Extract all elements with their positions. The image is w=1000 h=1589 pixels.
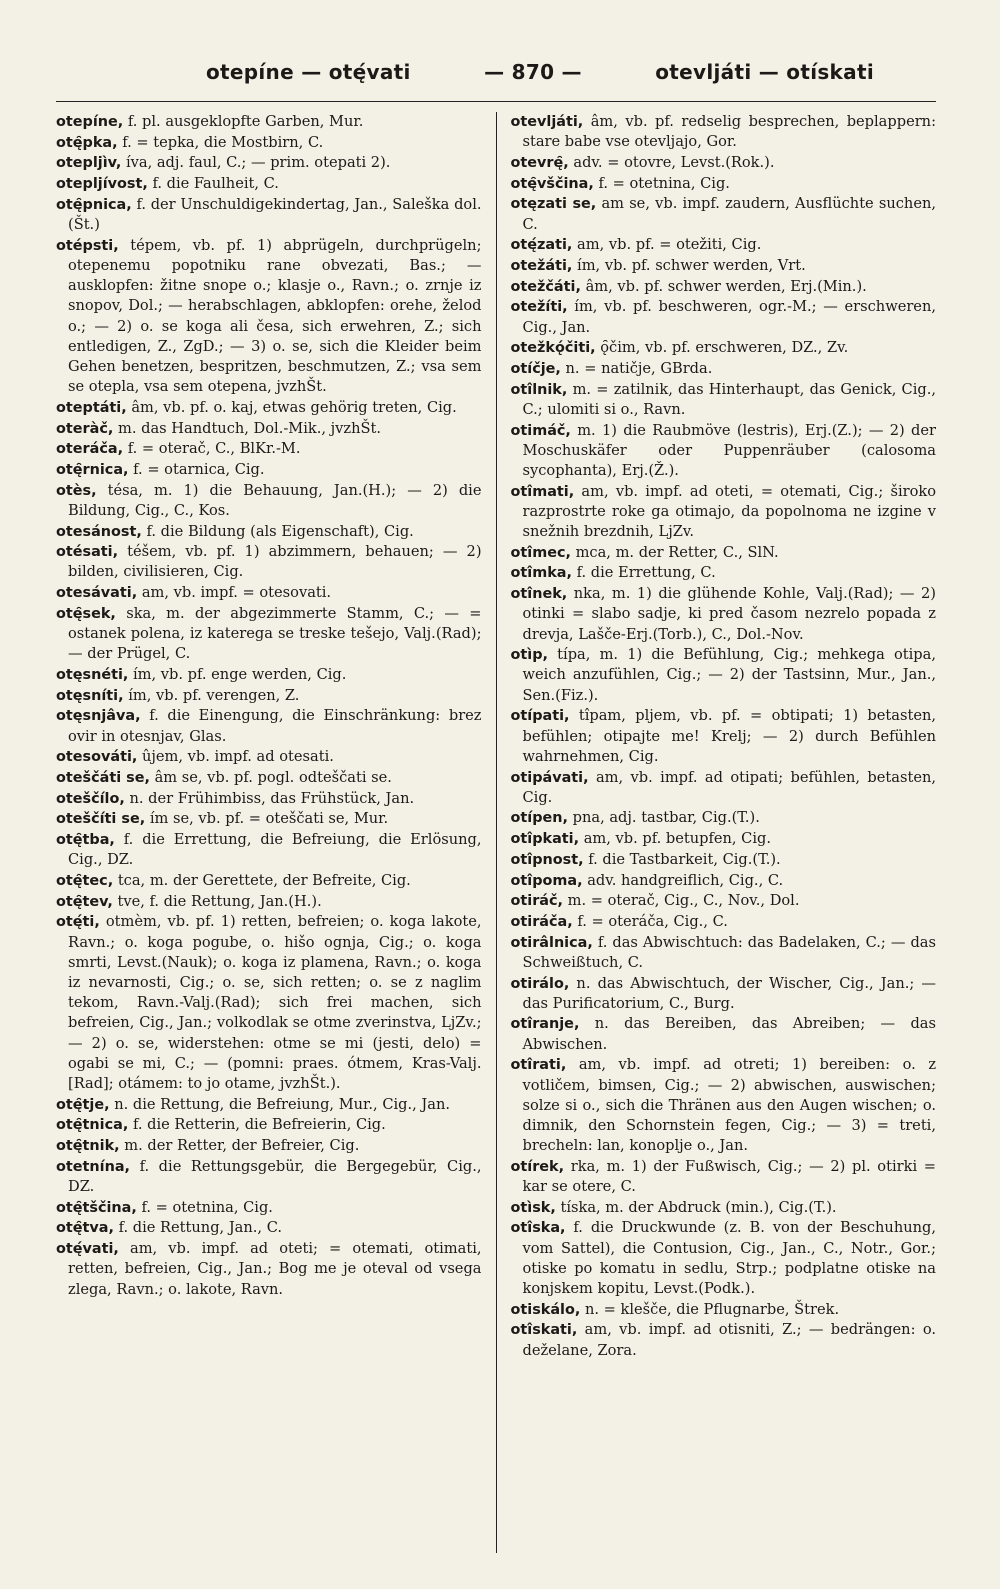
entry-definition: tca, m. der Gerettete, der Befreite, Cig. — [117, 872, 411, 890]
entry-headword: otesávati, — [56, 585, 138, 602]
left-column — [56, 112, 496, 1553]
entry-headword: otę̑tec, — [56, 873, 114, 890]
entry-definition: ím, vb. pf. enge werden, Cig. — [133, 665, 347, 683]
entry-definition: am, vb. impf. ad otreti; 1) bereiben: o. z votličem, bimsen, Cig.; — 2) abwischen, auswischen; solze si o., sich die Thränen aus den Augen wischen; o. dimnik, den Schornstein fegen, Cig.; — 3) = treti, brecheln: lan, konoplje o., Jan. — [522, 1056, 936, 1155]
entry-definition: ím se, vb. pf. = oteščati se, Mur. — [149, 810, 389, 828]
entry-headword: otežíti, — [510, 299, 568, 316]
entry-definition: f. die Einengung, die Einschränkung: brez ovir in otesnjav, Glas. — [68, 707, 482, 745]
entry-headword: otépsti, — [56, 237, 119, 254]
entry-headword: otîskati, — [510, 1322, 578, 1339]
dictionary-entry — [56, 153, 482, 173]
dictionary-entry — [511, 380, 937, 420]
dictionary-entry — [511, 1014, 937, 1054]
dictionary-entry — [511, 584, 937, 645]
dictionary-entry — [511, 891, 937, 911]
dictionary-entry — [56, 1095, 482, 1115]
entry-headword: otìp, — [510, 647, 548, 664]
dictionary-entry — [56, 460, 482, 480]
entry-definition: adv. handgreiflich, Cig., C. — [587, 871, 784, 889]
dictionary-entry — [56, 112, 482, 132]
entry-definition: am, vb. impf. ad oteti; = otemati, otimati, retten, befreien, Cig., Jan.; Bog me je oteval od vsega zlega, Ravn.; o. lakote, Ravn. — [68, 1240, 482, 1298]
entry-headword: otę́vati, — [56, 1241, 119, 1258]
dictionary-entry — [511, 645, 937, 706]
entry-definition: f. die Rettungsgebür, die Bergegebür, Cig., DZ. — [68, 1157, 482, 1196]
entry-definition: tîpam, pljem, vb. pf. = obtipati; 1) betasten, befühlen; otipajte me! Krelj; — 2) durch Befühlen wahrnehmen, Cig. — [522, 707, 936, 765]
entry-definition: f. = otarnica, Cig. — [133, 460, 265, 478]
dictionary-entry — [56, 1136, 482, 1156]
entry-headword: otepíne, — [56, 114, 124, 130]
dictionary-entry — [56, 1115, 482, 1135]
entry-headword: otîmka, — [510, 565, 572, 582]
entry-definition: f. die Errettung, die Befreiung, die Erlösung, Cig., DZ. — [68, 831, 482, 869]
dictionary-entry — [511, 543, 937, 563]
entry-headword: otîlnik, — [510, 381, 568, 398]
entry-definition: f. die Faulheit, C. — [152, 175, 279, 193]
entry-definition: âm, vb. pf. o. kaj, etwas gehörig treten, Cig. — [131, 398, 457, 416]
entry-headword: otepljìv, — [56, 155, 122, 172]
entry-headword: otę̑rnica, — [56, 461, 129, 478]
entry-headword: otęsnéti, — [56, 666, 129, 683]
entry-definition: rka, m. 1) der Fußwisch, Cig.; — 2) pl. otirki = kar se otere, C. — [522, 1157, 936, 1196]
dictionary-entry — [511, 871, 937, 891]
entry-definition: f. pl. ausgeklopfte Garben, Mur. — [127, 113, 364, 130]
entry-definition: tve, f. die Rettung, Jan.(H.). — [117, 892, 322, 910]
entry-headword: otípen, — [510, 810, 568, 827]
entry-definition: âm, vb. pf. schwer werden, Erj.(Min.). — [585, 277, 867, 295]
entry-definition: f. = otetnina, Cig. — [598, 174, 730, 192]
entry-headword: otìsk, — [510, 1199, 556, 1216]
dictionary-entry — [511, 850, 937, 870]
entry-definition: f. die Bildung (als Eigenschaft), Cig. — [146, 522, 414, 540]
entry-headword: otíčje, — [510, 360, 561, 377]
entry-definition: am, vb. impf. = otesovati. — [141, 584, 332, 602]
entry-definition: típa, m. 1) die Befühlung, Cig.; mehkega otipa, weich anzufühlen, Cig.; — 2) der Tastsinn, Mur., Jan., Sen.(Fiz.). — [522, 646, 936, 704]
entry-headword: otirâlnica, — [510, 934, 593, 951]
entry-headword: otę́ti, — [56, 914, 100, 931]
entry-definition: f. die Tastbarkeit, Cig.(T.). — [588, 850, 781, 868]
entry-definition: m. 1) die Raubmöve (lestris), Erj.(Z.); — 2) der Moschuskäfer oder Puppenräuber (calosoma sycophanta), Erj.(Ž.). — [522, 421, 936, 479]
entry-definition: n. = natičje, GBrda. — [565, 359, 713, 377]
entry-definition: am, vb. pf. = otežiti, Cig. — [577, 236, 762, 254]
dictionary-entry — [56, 1218, 482, 1238]
entry-headword: otę̑tba, — [56, 832, 115, 849]
dictionary-entry — [56, 1157, 482, 1197]
entry-headword: otès, — [56, 482, 97, 499]
entry-headword: otę́zati, — [510, 237, 573, 254]
entry-definition: m. das Handtuch, Dol.-Mik., jvzhŠt. — [117, 419, 382, 437]
entry-definition: f. = otetnina, Cig. — [141, 1198, 273, 1216]
dictionary-entry — [56, 768, 482, 788]
entry-headword: oteščáti se, — [56, 770, 150, 786]
entry-definition: mca, m. der Retter, C., SlN. — [575, 543, 779, 561]
entry-definition: am, vb. impf. ad otipati; befühlen, betasten, Cig. — [522, 768, 936, 806]
entry-headword: otiskálo, — [510, 1301, 581, 1318]
entry-definition: n. der Frühimbiss, das Frühstück, Jan. — [129, 789, 415, 807]
dictionary-entry — [56, 686, 482, 706]
dictionary-entry — [56, 789, 482, 809]
header-rule — [56, 101, 936, 102]
entry-headword: otîska, — [510, 1220, 566, 1237]
text-columns — [56, 112, 936, 1553]
entry-definition: ím, vb. pf. beschweren, ogr.-M.; — erschweren, Cig., Jan. — [522, 298, 936, 336]
entry-headword: otimáč, — [510, 422, 571, 439]
dictionary-entry — [56, 1239, 482, 1300]
dictionary-entry — [511, 482, 937, 543]
dictionary-entry — [511, 174, 937, 194]
dictionary-entry — [511, 933, 937, 973]
dictionary-entry — [511, 256, 937, 276]
dictionary-entry — [511, 1055, 937, 1156]
dictionary-entry — [56, 583, 482, 603]
entry-headword: otîpkati, — [510, 831, 580, 848]
dictionary-entry — [511, 974, 937, 1014]
entry-definition: ím, vb. pf. schwer werden, Vrt. — [577, 256, 806, 274]
dictionary-entry — [511, 1157, 937, 1197]
entry-definition: f. = oterač, C., BlKr.-M. — [127, 440, 301, 458]
entry-headword: otę̑tje, — [56, 1096, 110, 1113]
dictionary-entry — [511, 194, 937, 234]
dictionary-entry — [56, 809, 482, 829]
entry-headword: otežáti, — [510, 257, 573, 274]
entry-headword: otiráč, — [510, 893, 564, 910]
entry-headword: otęzati se, — [510, 196, 597, 213]
entry-definition: tépem, vb. pf. 1) abprügeln, durchprügeln; otepenemu popotniku rane obvezati, Bas.; — ausklopfen: žitne snope o.; klasje o., Ravn.; o. zrnje iz snopov, Dol.; — herabschlagen, abklopfen: orehe, želod o.; — 2) o. se koga ali česa, sich erwehren, Z.; sich entledigen, Z., ZgD.; — 3) o. se, sich die Kleider beim Gehen benetzen, bespritzen, beschmutzen, Z.; vsa sem se otepla, vsa sem otepena, jvzhŠt. — [68, 236, 482, 396]
entry-headword: otîpoma, — [510, 872, 583, 889]
dictionary-entry — [56, 892, 482, 912]
entry-definition: f. das Abwischtuch: das Badelaken, C.; — das Schweißtuch, C. — [522, 933, 936, 971]
dictionary-entry — [56, 195, 482, 235]
right-column — [497, 112, 937, 1553]
entry-definition: íva, adj. faul, C.; — prim. otepati 2). — [125, 154, 391, 172]
entry-definition: f. = oteráča, Cig., C. — [577, 912, 728, 930]
dictionary-entry — [511, 1300, 937, 1320]
entry-headword: otiráča, — [510, 913, 573, 930]
dictionary-entry — [511, 912, 937, 932]
dictionary-entry — [56, 747, 482, 767]
entry-definition: am, vb. pf. betupfen, Cig. — [583, 830, 771, 848]
dictionary-entry — [56, 871, 482, 891]
entry-headword: otírek, — [510, 1158, 565, 1175]
entry-definition: am se, vb. impf. zaudern, Ausflüchte suchen, C. — [522, 195, 936, 233]
entry-definition: âm se, vb. pf. pogl. odteščati se. — [154, 769, 392, 786]
entry-definition: adv. = otovre, Levst.(Rok.). — [573, 153, 775, 171]
dictionary-entry — [511, 421, 937, 482]
entry-headword: otetnína, — [56, 1158, 131, 1175]
entry-headword: otevrę̑, — [510, 154, 569, 171]
entry-headword: otîmec, — [510, 544, 571, 561]
entry-headword: oteščíti se, — [56, 811, 146, 828]
entry-headword: otîranje, — [510, 1016, 580, 1033]
entry-headword: otę̑tev, — [56, 893, 113, 910]
dictionary-entry — [511, 1198, 937, 1218]
entry-definition: f. die Errettung, C. — [576, 564, 716, 582]
entry-headword: otę̑tva, — [56, 1220, 114, 1237]
entry-definition: ǫ̑čim, vb. pf. erschweren, DZ., Zv. — [600, 339, 849, 357]
entry-headword: otę̑tnica, — [56, 1117, 129, 1134]
dictionary-entry — [511, 297, 937, 337]
entry-definition: f. die Rettung, Jan., C. — [118, 1219, 282, 1237]
entry-definition: am, vb. impf. ad otisniti, Z.; — bedrängen: o. deželane, Zora. — [522, 1321, 936, 1359]
entry-headword: otę̑pnica, — [56, 196, 132, 213]
dictionary-entry — [511, 277, 937, 297]
dictionary-entry — [511, 1320, 937, 1360]
header-right-guideword: otevljáti — otískati — [655, 60, 874, 84]
entry-definition: m. der Retter, der Befreier, Cig. — [124, 1137, 360, 1155]
entry-headword: otipávati, — [510, 769, 589, 786]
dictionary-entry — [56, 398, 482, 418]
dictionary-entry — [56, 522, 482, 542]
entry-headword: otežčáti, — [510, 278, 581, 295]
dictionary-entry — [56, 706, 482, 746]
entry-headword: oteráča, — [56, 441, 124, 458]
dictionary-entry — [511, 706, 937, 767]
dictionary-entry — [56, 236, 482, 398]
page-number: — 870 — — [484, 60, 582, 84]
entry-headword: oteščílo, — [56, 790, 125, 807]
entry-definition: f. der Unschuldigekindertag, Jan., Saleška dol.(Št.) — [68, 195, 482, 234]
entry-definition: n. = klešče, die Pflugnarbe, Štrek. — [584, 1300, 840, 1318]
entry-definition: tésa, m. 1) die Behauung, Jan.(H.); — 2) die Bildung, Cig., C., Kos. — [68, 481, 482, 519]
entry-definition: tíska, m. der Abdruck (min.), Cig.(T.). — [560, 1198, 837, 1216]
entry-headword: otésati, — [56, 544, 119, 561]
dictionary-entry — [511, 1218, 937, 1299]
dictionary-entry — [511, 112, 937, 152]
entry-definition: n. die Rettung, die Befreiung, Mur., Cig., Jan. — [114, 1095, 451, 1113]
dictionary-entry — [56, 912, 482, 1094]
entry-headword: otîmati, — [510, 483, 575, 500]
entry-headword: otežkǫ́čiti, — [510, 340, 596, 357]
dictionary-entry — [56, 542, 482, 582]
entry-definition: téšem, vb. pf. 1) abzimmern, behauen; — 2) bilden, civilisieren, Cig. — [68, 543, 482, 581]
entry-headword: otęsnjâva, — [56, 708, 141, 725]
entry-definition: âm, vb. pf. redselig besprechen, beplappern: stare babe vse otevljajo, Gor. — [522, 113, 936, 151]
dictionary-entry — [56, 830, 482, 870]
entry-definition: n. das Bereiben, das Abreiben; — das Abwischen. — [522, 1015, 936, 1053]
dictionary-entry — [511, 235, 937, 255]
entry-headword: otîrati, — [510, 1057, 567, 1074]
dictionary-entry — [511, 768, 937, 808]
entry-definition: m. = oterač, Cig., C., Nov., Dol. — [567, 892, 800, 910]
entry-definition: nka, m. 1) die glühende Kohle, Valj.(Rad); — 2) otinki = slabo sadje, ki pred časom nezrelo popada z drevja, Lašče-Erj.(Torb.), C., Dol.-Nov. — [522, 585, 936, 643]
running-header — [56, 60, 936, 84]
entry-headword: otevljáti, — [510, 114, 584, 130]
entry-headword: otę̑vščina, — [510, 175, 594, 192]
dictionary-entry — [56, 439, 482, 459]
dictionary-entry — [56, 665, 482, 685]
entry-headword: otepljívost, — [56, 176, 148, 193]
entry-headword: oteràč, — [56, 420, 114, 437]
dictionary-entry — [56, 174, 482, 194]
entry-headword: otînek, — [510, 586, 568, 603]
dictionary-entry — [511, 829, 937, 849]
entry-definition: f. die Retterin, die Befreierin, Cig. — [132, 1116, 386, 1134]
dictionary-entry — [511, 808, 937, 828]
entry-headword: otesováti, — [56, 749, 138, 766]
entry-definition: ûjem, vb. impf. ad otesati. — [142, 748, 334, 766]
entry-headword: otę̑sek, — [56, 605, 116, 622]
entry-headword: otę̑tščina, — [56, 1199, 137, 1216]
entry-definition: pna, adj. tastbar, Cig.(T.). — [572, 809, 760, 827]
entry-headword: otesánost, — [56, 523, 142, 540]
dictionary-entry — [56, 604, 482, 665]
entry-definition: f. = tepka, die Mostbirn, C. — [122, 133, 324, 151]
entry-definition: f. die Druckwunde (z. B. von der Beschuhung, vom Sattel), die Contusion, Cig., Jan., C., Notr., Gor.; otiske po komatu in sedlu, Strp.; podplatne otiske na konjskem kopitu, Levst.(Podk.). — [522, 1219, 936, 1298]
dictionary-entry — [56, 133, 482, 153]
dictionary-entry — [511, 153, 937, 173]
entry-headword: otę̑pka, — [56, 134, 118, 151]
entry-headword: otęsníti, — [56, 687, 124, 704]
header-left-guideword: otepíne — otę́vati — [206, 60, 411, 84]
entry-definition: ím, vb. pf. verengen, Z. — [128, 686, 300, 704]
dictionary-entry — [511, 338, 937, 358]
dictionary-entry — [56, 419, 482, 439]
entry-definition: am, vb. impf. ad oteti, = otemati, Cig.; široko razprostrte roke ga otimajo, da popolnoma ne izgine v snežnih brezdnih, LjZv. — [522, 482, 936, 541]
entry-definition: ska, m. der abgezimmerte Stamm, C.; — = ostanek polena, iz katerega se treske tešejo, Valj.(Rad); — der Prügel, C. — [68, 604, 482, 663]
entry-headword: otîpnost, — [510, 851, 584, 868]
entry-definition: m. = zatilnik, das Hinterhaupt, das Genick, Cig., C.; ulomiti si o., Ravn. — [522, 380, 936, 418]
entry-headword: otirálo, — [510, 975, 570, 992]
entry-definition: otmèm, vb. pf. 1) retten, befreien; o. koga lakote, Ravn.; o. koga pogube, o. hišo ognja, Cig.; o. koga smrti, Levst.(Nauk); o. koga iz plamena, Ravn.; o. koga iz nevarnosti, Cig.; o. se, sich retten; o. se z naglim tekom, Ravn.-Valj.(Rad); sich frei machen, sich befreien, Cig., Jan.; volkodlak se otme zverinstva, LjZv.; — 2) o. se, widerstehen: otme se mi (jesti, delo) = ogabi se mi, C.; — (pomni: praes. ótmem, Kras-Valj.[Rad]; otámem: to jo otame, jvzhŠt.). — [68, 913, 482, 1093]
dictionary-entry — [56, 481, 482, 521]
entry-headword: otípati, — [510, 708, 570, 725]
entry-headword: oteptáti, — [56, 399, 127, 416]
dictionary-entry — [511, 563, 937, 583]
entry-definition: n. das Abwischtuch, der Wischer, Cig., Jan.; — das Purificatorium, C., Burg. — [522, 974, 936, 1012]
entry-headword: otę̑tnik, — [56, 1138, 120, 1155]
dictionary-entry — [56, 1198, 482, 1218]
dictionary-entry — [511, 359, 937, 379]
